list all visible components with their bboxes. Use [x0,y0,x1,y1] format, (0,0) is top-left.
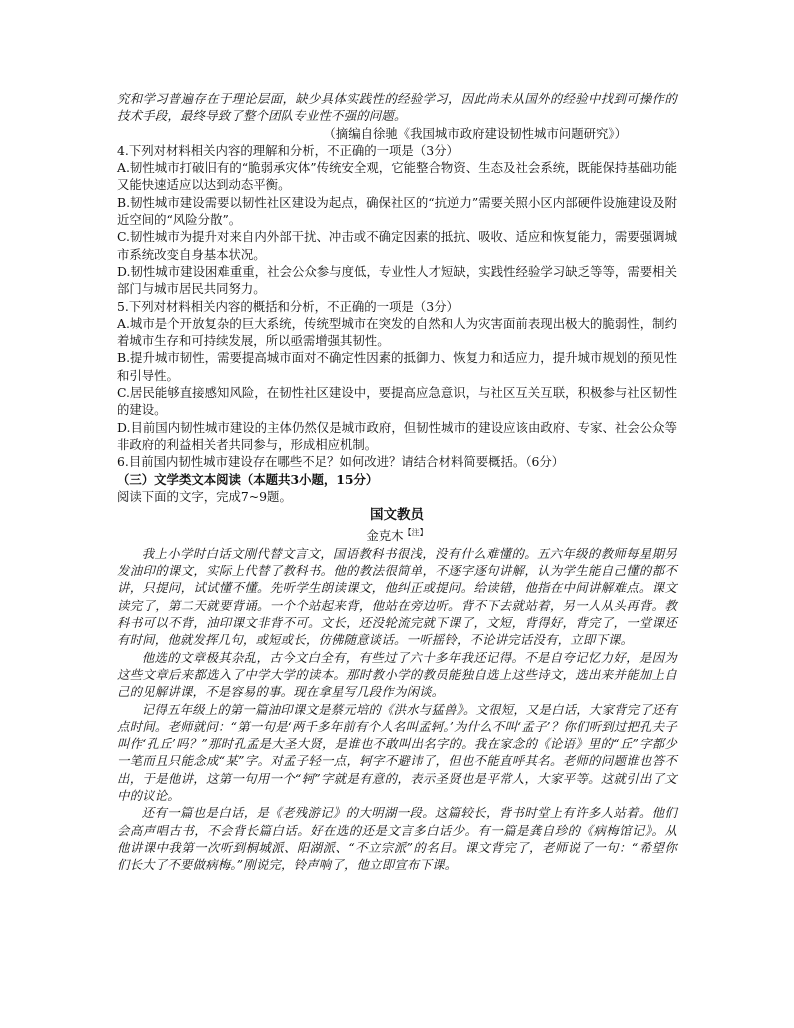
q4-option-d: D.韧性城市建设困难重重，社会公众参与度低，专业性人才短缺，实践性经验学习缺乏等等，需要相关部门与城市居民共同努力。 [117,263,677,297]
article-title: 国文教员 [370,507,424,524]
citation: （摘编自徐驰《我国城市政府建设韧性城市问题研究》） [323,125,627,141]
q4-option-a: A.韧性城市打破旧有的“脆弱承灾体”传统安全观，它能整合物资、生态及社会系统，既能保持基础功能又能快速适应以达到动态平衡。 [117,160,677,193]
article-author: 金克木 [366,528,404,544]
article-paragraph: 记得五年级上的第一篇油印课文是蔡元培的《洪水与猛兽》。文很短，又是白话，大家背完了还有点时间。老师就问：“第一句是‘两千多年前有个人名叫孟轲。’为什么不叫‘孟子’？你们听到过把孔夫子叫作‘孔丘’吗？”那时孔孟是大圣大贤，是谁也不敢叫出名字的。我在家念的《论语》里的“丘”字都少一笔而且只能念成“某”字。对孟子轻一点，轲字不避讳了，但也不能直呼其名。老师的问题谁也答不出，于是他讲，这第一句用一个“轲”字就是有意的，表示圣贤也是平常人，大家平等。这就引出了文中的议论。 [117,701,677,803]
top-paragraph: 究和学习普遍存在于理论层面，缺少具体实践性的经验学习，因此尚未从国外的经验中找到可操作的技术手段，最终导致了整个团队专业性不强的问题。 [117,91,677,124]
q4-option-b: B.韧性城市建设需要以韧性社区建设为起点，确保社区的“抗逆力”需要关照小区内部硬件设施建设及附近空间的“风险分散”。 [117,194,677,228]
q5-stem: 5.下列对材料相关内容的概括和分析，不正确的一项是（3分） [117,298,459,314]
q5-option-a: A.城市是个开放复杂的巨大系统，传统型城市在突发的自然和人为灾害面前表现出极大的脆弱性，制约着城市生存和可持续发展，所以亟需增强其韧性。 [117,315,677,349]
q4-option-c: C.韧性城市为提升对来自内外部干扰、冲击或不确定因素的抵抗、吸收、适应和恢复能力，需要强调城市系统改变自身基本状况。 [117,229,677,262]
article-paragraph: 他选的文章极其杂乱，古今文白全有，有些过了六十多年我还记得。不是自夸记忆力好，是因为这些文章后来都选入了中学大学的读本。那时教小学的教员能独自选上这些诗文，选出来并能加上自己的见解讲课，不是容易的事。现在拿星写几段作为闲谈。 [117,649,677,700]
instruction: 阅读下面的文字，完成7~9题。 [117,488,292,504]
author-note: 【注】 [403,528,428,538]
q5-option-b: B.提升城市韧性，需要提高城市面对不确定性因素的抵御力、恢复力和适应力，提升城市规划的预见性和引导性。 [117,350,677,383]
q4-stem: 4.下列对材料相关内容的理解和分析，不正确的一项是（3分） [117,142,459,158]
article-paragraph: 我上小学时白话文刚代替文言文，国语教科书很浅，没有什么难懂的。五六年级的教师每星期另发油印的课文，实际上代替了教科书。他的教法很简单，不逐字逐句讲解，认为学生能自己懂的都不讲，只提问，试试懂不懂。先听学生朗读课文，他纠正或提问。给读错，他指在中间讲解难点。课文读完了，第二天就要背诵。一个个站起来背，他站在旁边听。背不下去就站着，另一人从头再背。教科书可以不背，油印课文非背不可。文长，还没轮流完就下课了，文短，背得好，背完了，一堂课还有时间，他就发挥几句，或短或长，仿佛随意谈话。一听摇铃，不论讲完话没有，立即下课。 [117,545,677,648]
q5-option-c: C.居民能够直接感知风险，在韧性社区建设中，要提高应急意识，与社区互关互联，积极参与社区韧性的建设。 [117,385,677,418]
section-heading: （三）文学类文本阅读（本题共3小题，15分） [117,471,379,487]
article-paragraph: 还有一篇也是白话，是《老残游记》的大明湖一段。这篇较长，背书时堂上有许多人站着。他们会高声唱古书，不会背长篇白话。好在选的还是文言多白话少。有一篇是龚自珍的《病梅馆记》。从他讲课中我第一次听到桐城派、阳湖派、“不立宗派”的名目。课文背完了，老师说了一句：“希望你们长大了不要做病梅。”刚说完，铃声响了，他立即宣布下课。 [117,805,677,873]
document-page [117,90,677,873]
q6: 6.目前国内韧性城市建设存在哪些不足？如何改进？请结合材料简要概括。（6分） [117,454,565,470]
q5-option-d: D.目前国内韧性城市建设的主体仍然仅是城市政府，但韧性城市的建设应该由政府、专家、社会公众等非政府的利益相关者共同参与，形成相应机制。 [117,419,677,452]
article-author-line [117,524,677,544]
